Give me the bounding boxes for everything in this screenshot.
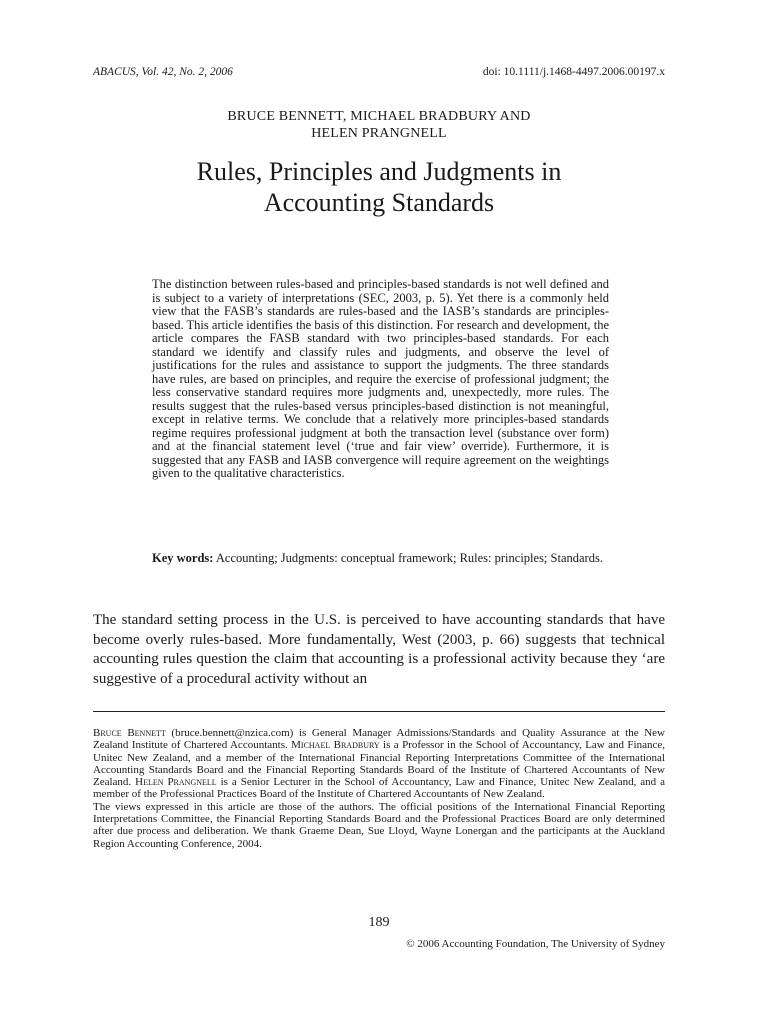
keywords-label: Key words: [152,551,214,565]
keywords [152,551,609,566]
footnote-divider [93,711,665,712]
copyright-notice: © 2006 Accounting Foundation, The University of Sydney [406,938,665,950]
keywords-text: Accounting; Judgments: conceptual framework; Rules: principles; Standards. [215,551,603,565]
page-number: 189 [368,915,390,930]
author3-affiliation: is a Senior Lecturer in the School of Accountancy, Law and Finance, Unitec New Zealand, and a member of the Professional Practices Board of the Institute of Chartered Accountants of New Zealand. [93,776,665,801]
running-head [93,66,665,78]
article-title [93,156,665,218]
author-footnote [93,727,665,850]
author-line-1: BRUCE BENNETT, MICHAEL BRADBURY AND [227,109,531,124]
author2-affiliation: is a Professor in the School of Accountancy, Law and Finance, Unitec New Zealand, and a member of the International Financial Reporting Interpretations Committee of the International Accounting Standards Board and the Financial Reporting Standards Board of the Institute of Chartered Accountants of New Zealand. [93,739,665,789]
author-list [93,108,665,142]
body-paragraph: The standard setting process in the U.S. is perceived to have accounting standards that have become overly rules-based. More fundamentally, West (2003, p. 66) suggests that technical accounting rules question the claim that accounting is a professional activity because they ‘are suggestive of a procedural activity without an [93,612,665,687]
title-line-2: Accounting Standards [263,188,495,217]
author2-name: Michael Bradbury [291,739,380,752]
title-line-1: Rules, Principles and Judgments in [196,157,562,186]
views-disclaimer: The views expressed in this article are those of the authors. The official positions of the International Financial Reporting Interpretations Committee, the Financial Reporting Standards Board and the Professional Practices Board are only determined after due process and deliberation. We thank Graeme Dean, Sue Lloyd, Wayne Lonergan and the participants at the Auckland Region Accounting Conference, 2004. [93,800,665,850]
author-affiliations [93,727,665,801]
author-line-2: HELEN PRANGNELL [311,126,447,141]
author1-name: Bruce Bennett [93,727,166,739]
author1-affiliation: (bruce.bennett@nzica.com) is General Manager Admissions/Standards and Quality Assurance at the New Zealand Institute of Chartered Accountants. [93,727,665,752]
journal-citation: ABACUS, Vol. 42, No. 2, 2006 [93,66,233,78]
doi: doi: 10.1111/j.1468-4497.2006.00197.x [482,66,665,78]
abstract: The distinction between rules-based and principles-based standards is not well defined and is subject to a variety of interpretations (SEC, 2003, p. 5). Yet there is a commonly held view that the FASB’s standards are rules-based and the IASB’s standards are principles-based. This article identifies the basis of this distinction. For research and development, the article compares the FASB standard with two principles-based standards. For each standard we identify and classify rules and judgments, and observe the level of justifications for the rules and assistance to support the judgments. The three standards have rules, are based on principles, and require the exercise of professional judgment; the less conservative standard requires more judgments and, unexpectedly, more rules. The results suggest that the rules-based versus principles-based distinction is not meaningful, except in relative terms. We conclude that a relatively more principles-based standards regime requires professional judgment at both the transaction level (substance over form) and at the financial statement level (‘true and fair view’ override). Furthermore, it is suggested that any FASB and IASB convergence will require agreement on the weightings given to the qualitative characteristics. [152,277,609,480]
author3-name: Helen Prangnell [135,776,217,789]
